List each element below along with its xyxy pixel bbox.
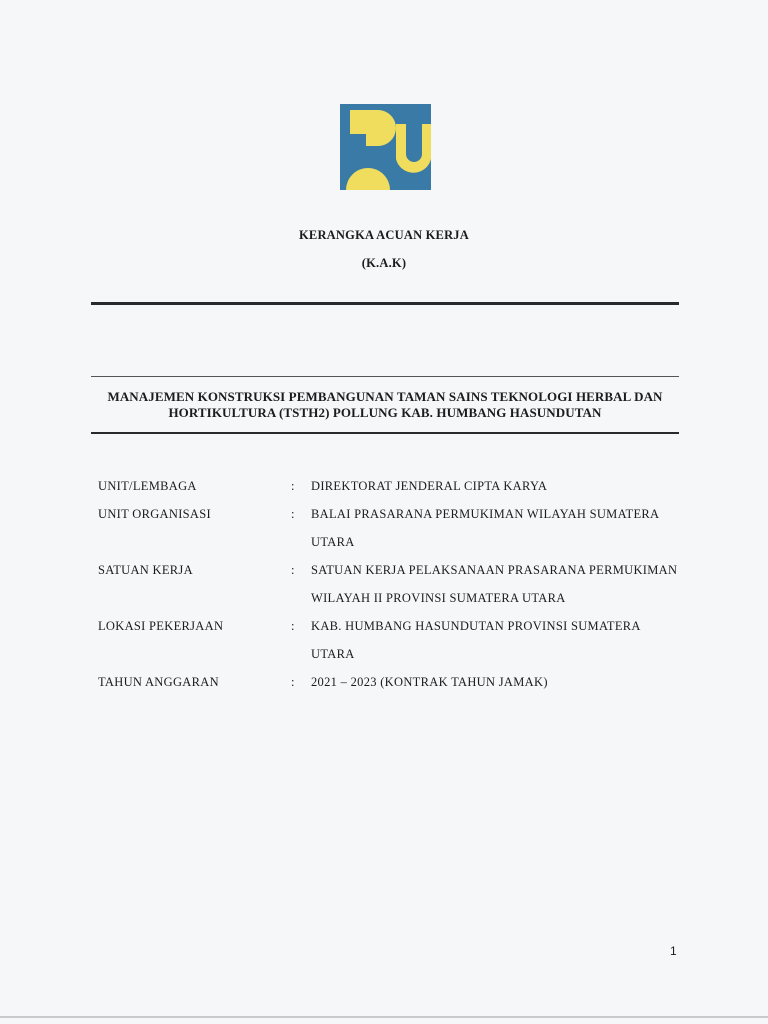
info-label: UNIT/LEMBAGA bbox=[98, 479, 197, 493]
ministry-logo bbox=[340, 104, 431, 190]
document-abbreviation: (K.A.K) bbox=[361, 256, 407, 270]
info-label: TAHUN ANGGARAN bbox=[98, 675, 219, 689]
divider-bottom bbox=[91, 432, 679, 434]
info-row bbox=[98, 612, 678, 668]
info-value: KAB. HUMBANG HASUNDUTAN PROVINSI SUMATERA UTARA bbox=[311, 619, 641, 661]
info-colon: : bbox=[291, 479, 295, 493]
info-colon: : bbox=[291, 507, 295, 521]
project-title bbox=[91, 389, 679, 421]
thick-divider bbox=[91, 302, 679, 305]
info-row bbox=[98, 556, 678, 612]
page-number: 1 bbox=[670, 944, 677, 958]
info-label: SATUAN KERJA bbox=[98, 563, 193, 577]
info-colon: : bbox=[291, 675, 295, 689]
info-value: DIREKTORAT JENDERAL CIPTA KARYA bbox=[311, 479, 548, 493]
document-title: KERANGKA ACUAN KERJA bbox=[299, 228, 469, 242]
info-colon: : bbox=[291, 563, 295, 577]
info-value: SATUAN KERJA PELAKSANAAN PRASARANA PERMUKIMAN WILAYAH II PROVINSI SUMATERA UTARA bbox=[311, 563, 678, 605]
project-title-line-1: MANAJEMEN KONSTRUKSI PEMBANGUNAN TAMAN SAINS TEKNOLOGI HERBAL DAN bbox=[107, 389, 663, 404]
info-value: BALAI PRASARANA PERMUKIMAN WILAYAH SUMATERA UTARA bbox=[311, 507, 659, 549]
info-colon: : bbox=[291, 619, 295, 633]
info-value: 2021 – 2023 (KONTRAK TAHUN JAMAK) bbox=[311, 675, 548, 689]
info-row bbox=[98, 472, 678, 500]
info-label: UNIT ORGANISASI bbox=[98, 507, 211, 521]
info-row bbox=[98, 668, 678, 696]
project-title-line-2: HORTIKULTURA (TSTH2) POLLUNG KAB. HUMBANG HASUNDUTAN bbox=[168, 405, 602, 420]
page-bottom-edge bbox=[0, 1016, 768, 1018]
info-label: LOKASI PEKERJAAN bbox=[98, 619, 224, 633]
info-row bbox=[98, 500, 678, 556]
info-table bbox=[98, 472, 678, 696]
divider-top bbox=[91, 376, 679, 377]
